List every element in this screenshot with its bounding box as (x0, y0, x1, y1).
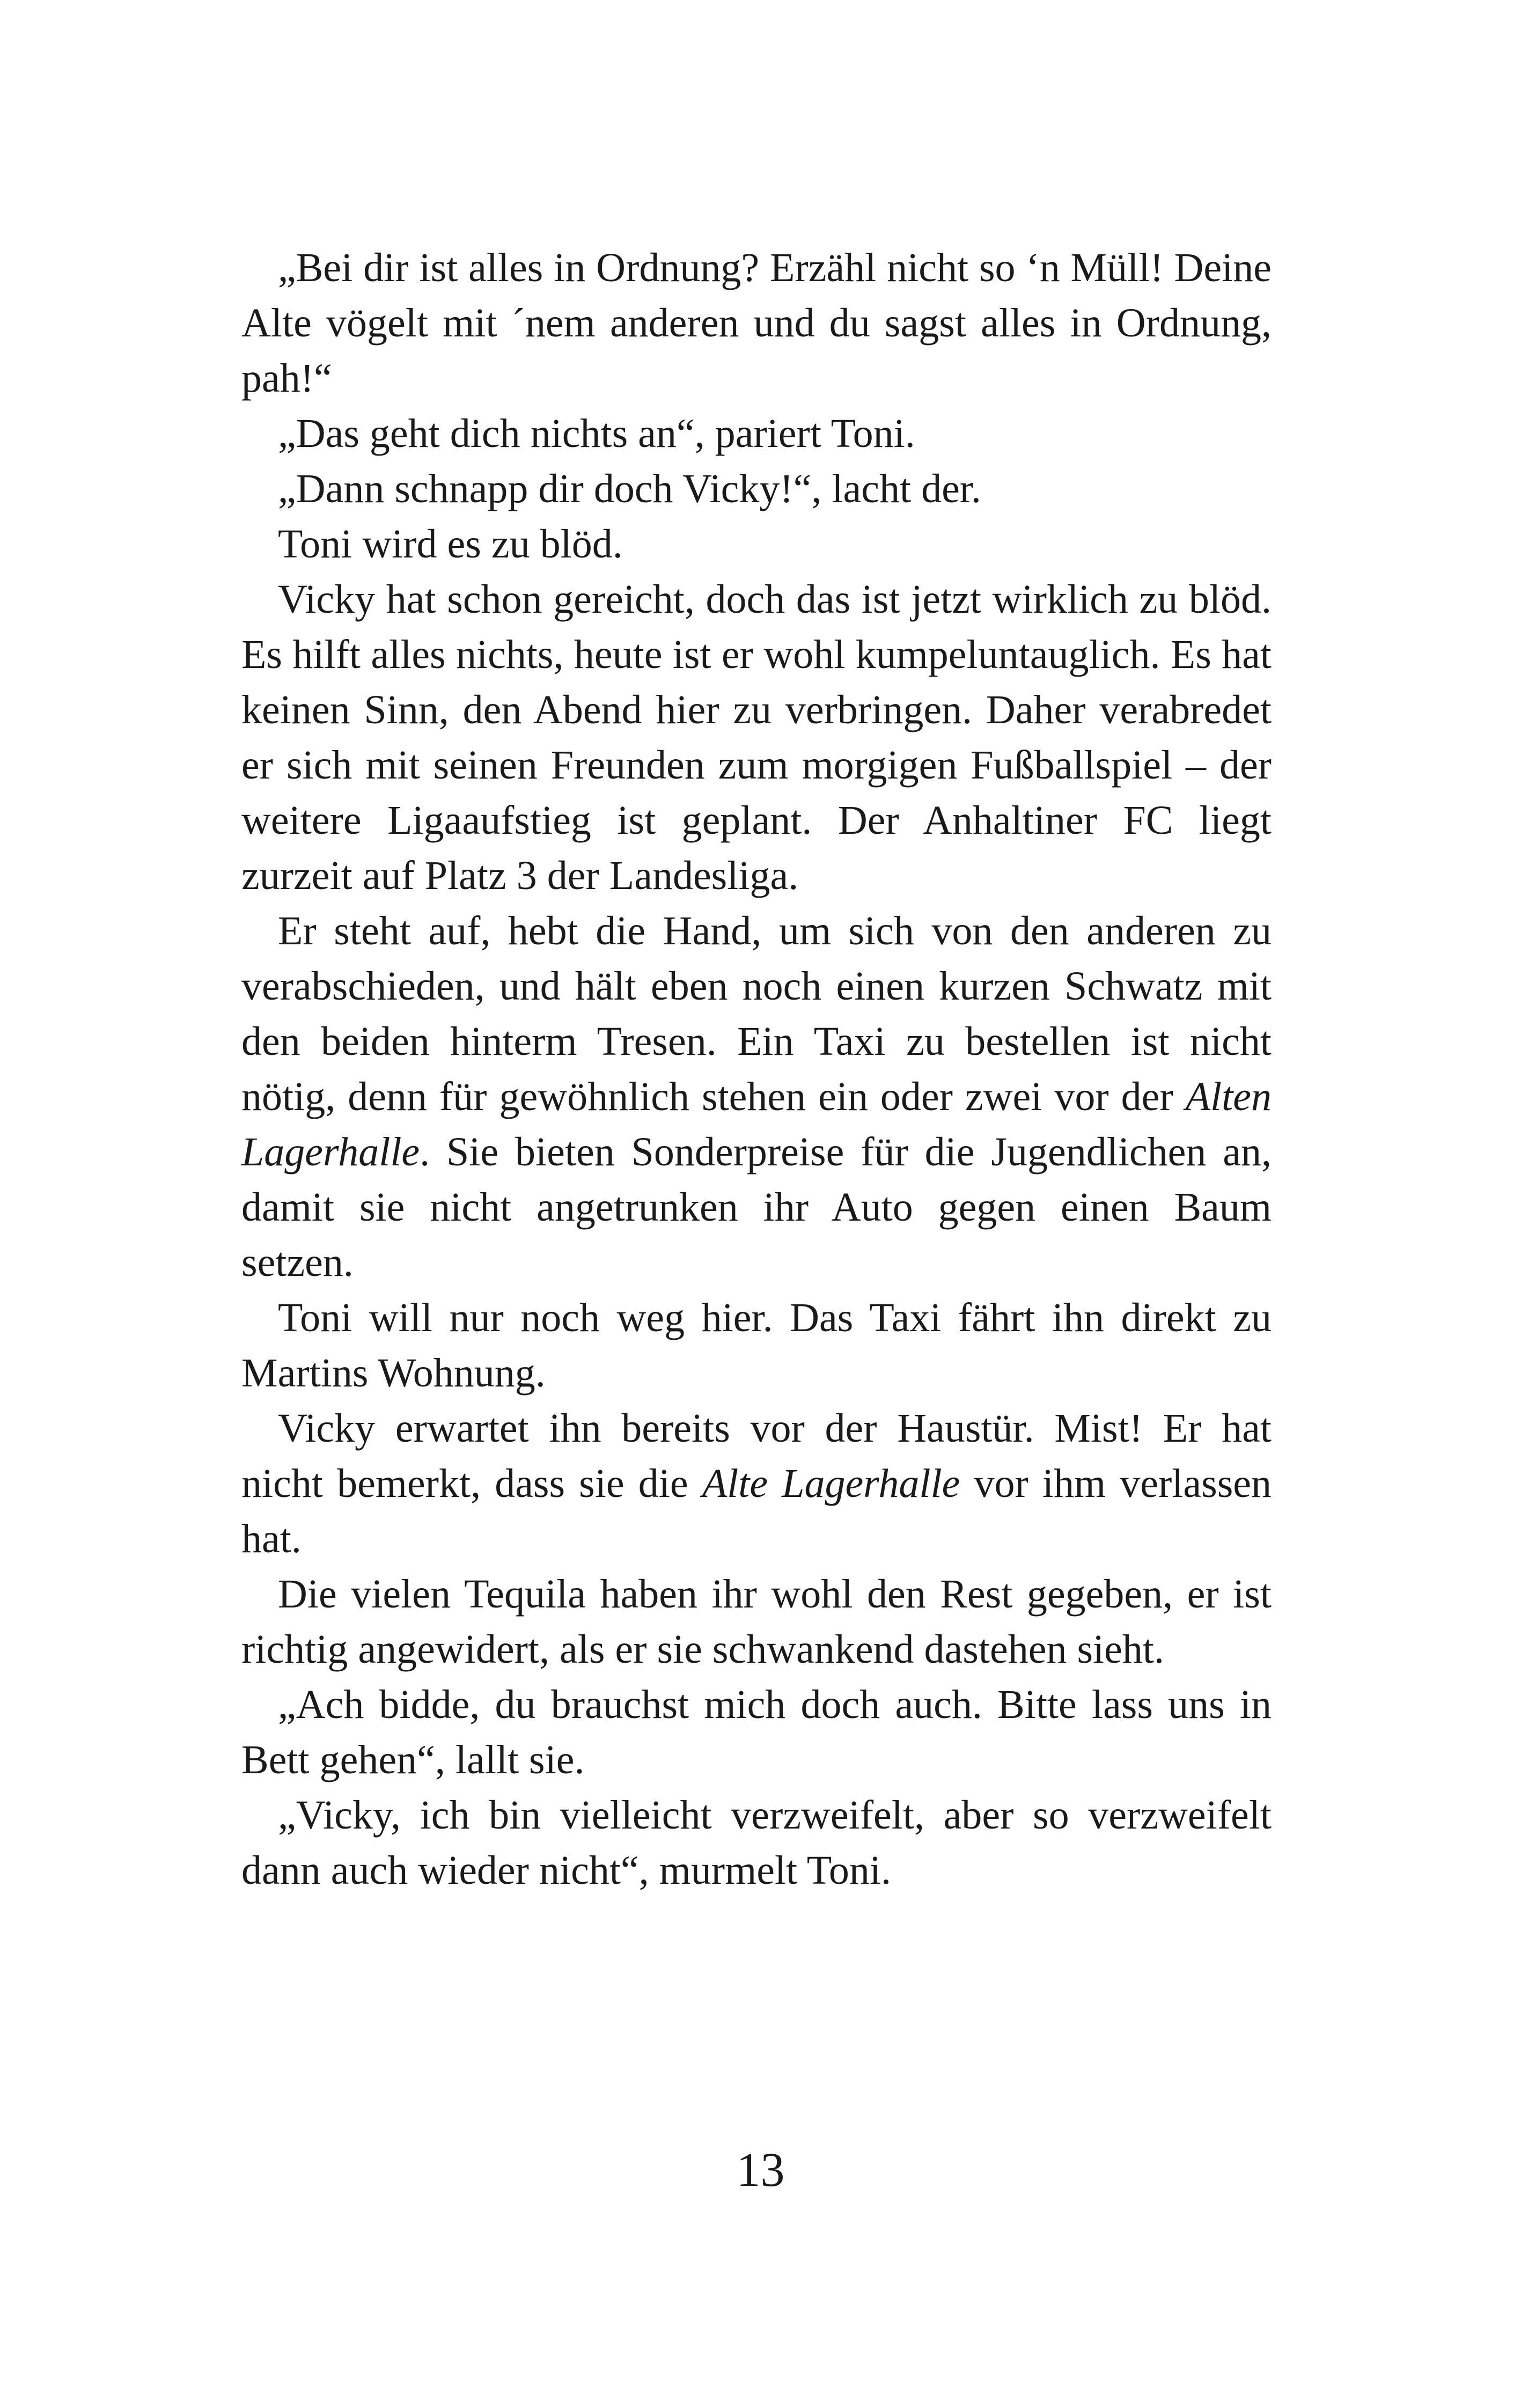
text-run: „Das geht dich nichts an“, pariert Toni. (278, 411, 915, 456)
paragraph (241, 1290, 1272, 1401)
paragraph (241, 1567, 1272, 1677)
text-run: Die vielen Tequila haben ihr wohl den Rest gegeben, er ist richtig angewidert, als er sie schwankend dastehen sieht. (241, 1572, 1272, 1672)
text-run: vor ihm verlassen hat. (241, 1461, 1272, 1561)
paragraph (241, 1401, 1272, 1567)
page-number: 13 (736, 2143, 785, 2197)
text-run: Er steht auf, hebt die Hand, um sich von den anderen zu verabschieden, und hält eben noch einen kurzen Schwatz mit den beiden hinterm Tresen. Ein Taxi zu bestellen ist nicht nötig, denn für gewöhnlich stehen ein oder zwei vor der (241, 908, 1272, 1119)
italic-text: Alten Lagerhalle (241, 1074, 1272, 1174)
paragraph (241, 461, 1272, 517)
italic-text: Alte Lagerhalle (702, 1461, 960, 1506)
paragraph (241, 406, 1272, 461)
text-run: „Bei dir ist alles in Ordnung? Erzähl nicht so ‘n Müll! Deine Alte vögelt mit ´nem anderen und du sagst alles in Ordnung, pah!“ (241, 245, 1272, 401)
text-run: . Sie bieten Sonderpreise für die Jugendlichen an, damit sie nicht angetrunken ihr Auto gegen einen Baum setzen. (241, 1129, 1272, 1285)
text-run: „Dann schnapp dir doch Vicky!“, lacht der. (278, 466, 981, 511)
paragraph (241, 240, 1272, 406)
text-run: Vicky hat schon gereicht, doch das ist jetzt wirklich zu blöd. Es hilft alles nichts, heute ist er wohl kumpeluntauglich. Es hat keinen Sinn, den Abend hier zu verbringen. Daher verabredet er sich mit seinen Freunden zum morgigen Fußballspiel – der weitere Ligaaufstieg ist geplant. Der Anhaltiner FC liegt zurzeit auf Platz 3 der Landesliga. (241, 577, 1272, 898)
text-run: Vicky erwartet ihn bereits vor der Haustür. Mist! Er hat nicht bemerkt, dass sie die (241, 1406, 1272, 1506)
paragraph (241, 517, 1272, 572)
text-run: „Vicky, ich bin vielleicht verzweifelt, aber so verzweifelt dann auch wieder nicht“, murmelt Toni. (241, 1793, 1272, 1893)
body-text (241, 240, 1272, 1898)
text-run: „Ach bidde, du brauchst mich doch auch. Bitte lass uns in Bett gehen“, lallt sie. (241, 1682, 1272, 1782)
text-run: Toni will nur noch weg hier. Das Taxi fährt ihn direkt zu Martins Wohnung. (241, 1295, 1272, 1396)
paragraph (241, 904, 1272, 1290)
paragraph (241, 1788, 1272, 1898)
paragraph (241, 1677, 1272, 1788)
text-run: Toni wird es zu blöd. (278, 522, 623, 567)
paragraph (241, 572, 1272, 904)
